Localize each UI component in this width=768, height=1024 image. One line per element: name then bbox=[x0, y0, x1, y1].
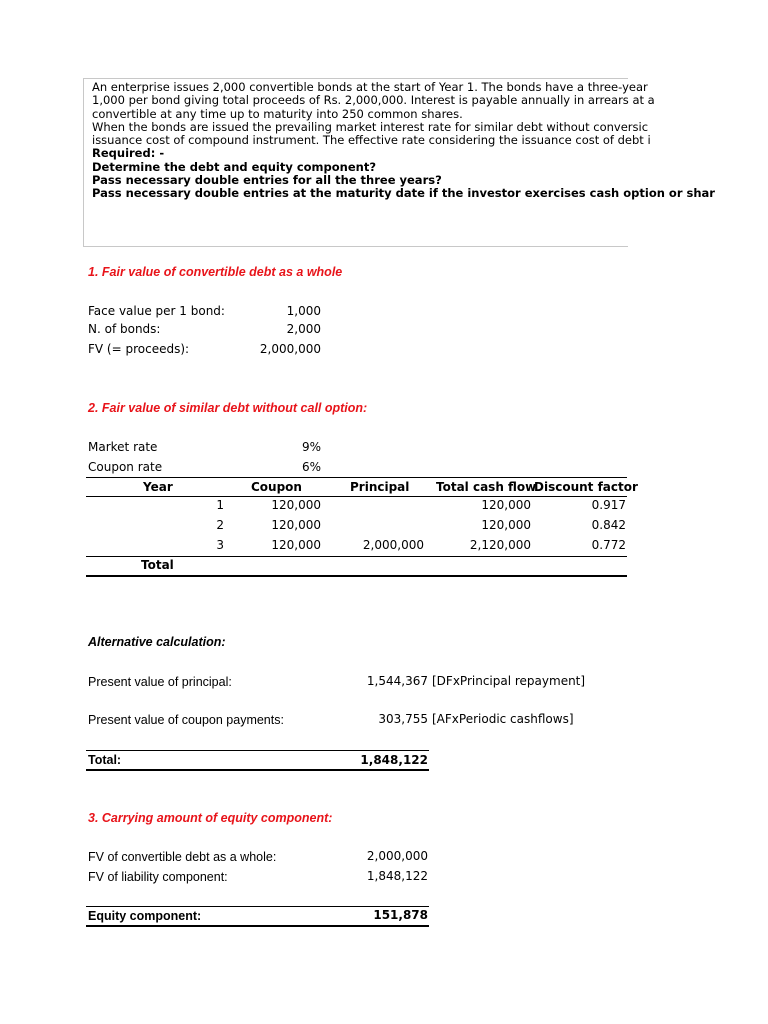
col-header-principal: Principal bbox=[350, 480, 410, 494]
pv-coupon-value: 303,755 bbox=[378, 712, 428, 726]
required-line: Pass necessary double entries at the maturity date if the investor exercises cash option or shar bbox=[92, 186, 715, 201]
problem-line: 1,000 per bond giving total proceeds of Rs. 2,000,000. Interest is payable annually in arrears at a bbox=[92, 93, 655, 108]
table-row-coupon: 120,000 bbox=[271, 538, 321, 552]
alt-total-bottom-rule bbox=[86, 769, 429, 771]
alt-total-value: 1,848,122 bbox=[360, 753, 428, 767]
table-row-coupon: 120,000 bbox=[271, 518, 321, 532]
equity-value: 151,878 bbox=[373, 908, 428, 922]
table-top-rule bbox=[86, 477, 627, 478]
required-line: Required: - bbox=[92, 146, 165, 161]
fv-liability-value: 1,848,122 bbox=[366, 869, 428, 883]
header-rule bbox=[86, 496, 627, 497]
alternative-title: Alternative calculation: bbox=[88, 635, 226, 649]
pv-principal-note: [DFxPrincipal repayment] bbox=[432, 674, 586, 688]
pv-coupon-label: Present value of coupon payments: bbox=[88, 713, 284, 727]
fv-liability-label: FV of liability component: bbox=[88, 870, 228, 884]
table-row-year: 1 bbox=[216, 498, 224, 512]
table-row-df: 0.772 bbox=[591, 538, 626, 552]
problem-line: When the bonds are issued the prevailing market interest rate for similar debt without conversic bbox=[92, 119, 649, 134]
table-row-principal: 2,000,000 bbox=[362, 538, 424, 552]
face-value: 1,000 bbox=[286, 304, 321, 318]
equity-label: Equity component: bbox=[88, 909, 202, 923]
section-3-title: 3. Carrying amount of equity component: bbox=[88, 811, 333, 825]
table-row-total: 2,120,000 bbox=[469, 538, 531, 552]
num-bonds: 2,000 bbox=[286, 322, 321, 336]
pv-principal-value: 1,544,367 bbox=[366, 674, 428, 688]
fv-whole-value: 2,000,000 bbox=[366, 849, 428, 863]
required-line: Pass necessary double entries for all the three years? bbox=[92, 173, 442, 188]
problem-line: issuance cost of compound instrument. The effective rate considering the issuance cost of debt i bbox=[92, 133, 651, 148]
col-header-discount: Discount factor bbox=[534, 480, 638, 494]
col-header-total: Total cash flow bbox=[436, 480, 537, 494]
alt-total-label: Total: bbox=[88, 753, 122, 767]
col-header-year: Year bbox=[143, 480, 173, 494]
col-header-coupon: Coupon bbox=[251, 480, 302, 494]
total-bottom-rule bbox=[86, 575, 627, 577]
section-1-title: 1. Fair value of convertible debt as a whole bbox=[88, 265, 343, 279]
fv-proceeds-label: FV (= proceeds): bbox=[88, 342, 190, 356]
problem-line: An enterprise issues 2,000 convertible bonds at the start of Year 1. The bonds have a three-year bbox=[92, 80, 648, 94]
coupon-rate-label: Coupon rate bbox=[88, 460, 163, 474]
table-row-df: 0.842 bbox=[591, 518, 626, 532]
table-row-year: 3 bbox=[216, 538, 224, 552]
equity-top-rule bbox=[86, 906, 429, 907]
market-rate: 9% bbox=[301, 440, 321, 454]
pv-principal-label: Present value of principal: bbox=[88, 675, 232, 689]
face-value-label: Face value per 1 bond: bbox=[88, 304, 225, 318]
table-total-label: Total bbox=[141, 558, 174, 572]
pv-coupon-note: [AFxPeriodic cashflows] bbox=[432, 712, 574, 726]
fv-proceeds: 2,000,000 bbox=[259, 342, 321, 356]
alt-total-top-rule bbox=[86, 750, 429, 751]
equity-bottom-rule bbox=[86, 925, 429, 927]
coupon-rate: 6% bbox=[301, 460, 321, 474]
problem-statement bbox=[83, 78, 715, 247]
num-bonds-label: N. of bonds: bbox=[88, 322, 161, 336]
fv-whole-label: FV of convertible debt as a whole: bbox=[88, 850, 277, 864]
table-row-total: 120,000 bbox=[481, 518, 531, 532]
total-top-rule bbox=[86, 556, 627, 557]
table-row-total: 120,000 bbox=[481, 498, 531, 512]
table-row-year: 2 bbox=[216, 518, 224, 532]
problem-line: convertible at any time up to maturity into 250 common shares. bbox=[92, 106, 463, 121]
table-row-df: 0.917 bbox=[591, 498, 626, 512]
required-line: Determine the debt and equity component? bbox=[92, 159, 376, 174]
section-2-title: 2. Fair value of similar debt without call option: bbox=[88, 401, 368, 415]
market-rate-label: Market rate bbox=[88, 440, 158, 454]
table-row-coupon: 120,000 bbox=[271, 498, 321, 512]
